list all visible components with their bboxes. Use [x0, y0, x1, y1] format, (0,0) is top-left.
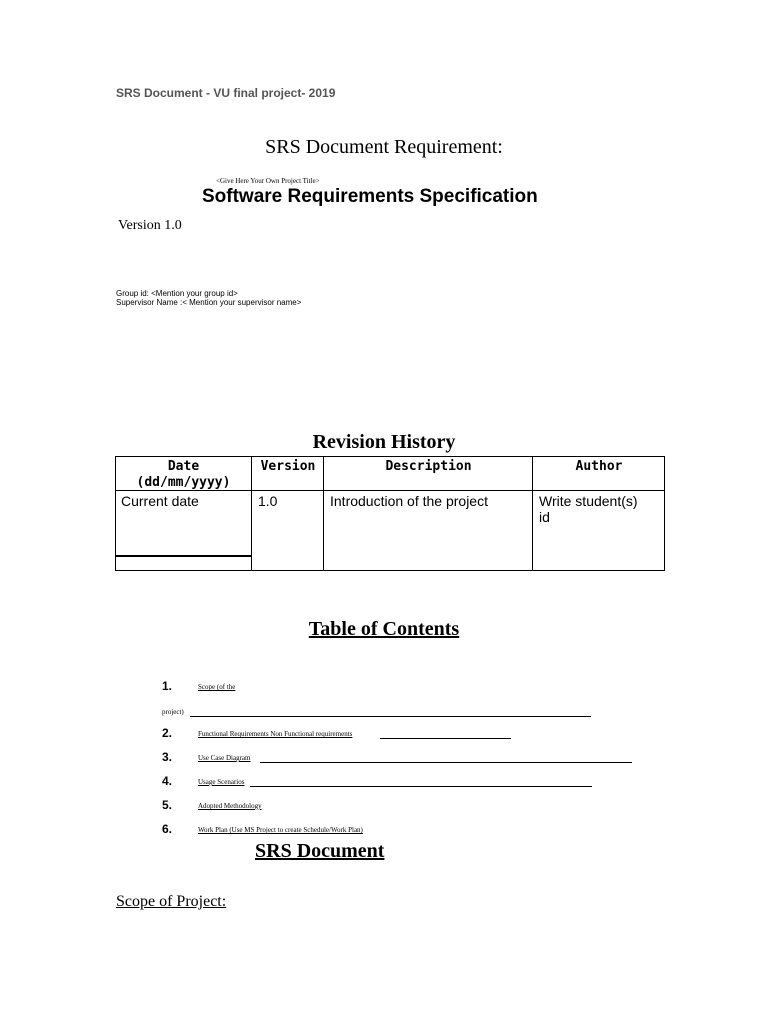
table-header-date: Date (dd/mm/yyyy): [136, 459, 231, 490]
table-header-author: Author: [575, 459, 623, 474]
table-header-description: Description: [385, 459, 472, 474]
table-cell-date: Current date: [121, 493, 199, 509]
toc-number: 4.: [162, 774, 173, 788]
toc-number: 2.: [162, 726, 173, 740]
table-cell-divider: [115, 555, 252, 557]
toc-leader-line: [250, 786, 592, 787]
scope-of-project-heading: Scope of Project:: [116, 893, 227, 910]
toc-number: 5.: [162, 798, 173, 812]
toc-number: 6.: [162, 822, 173, 836]
project-title-placeholder: <Give Here Your Own Project Title>: [216, 177, 320, 185]
toc-link-use-case[interactable]: Use Case Diagram: [198, 754, 251, 762]
group-id-line: Group id: <Mention your group id>: [116, 289, 238, 298]
table-header-version: Version: [260, 459, 316, 474]
srs-document-heading: SRS Document: [255, 840, 385, 862]
toc-number: 3.: [162, 750, 173, 764]
toc-link-scope-continued[interactable]: project): [162, 708, 184, 716]
version-label: Version 1.0: [118, 218, 182, 233]
revision-history-table: [115, 456, 665, 571]
toc-link-methodology[interactable]: Adopted Methodology: [198, 802, 262, 810]
table-cell-description: Introduction of the project: [330, 493, 488, 509]
toc-link-usage-scenarios[interactable]: Usage Scenarios: [198, 778, 245, 786]
revision-history-title: Revision History: [312, 431, 456, 453]
document-main-title: SRS Document Requirement:: [265, 136, 503, 158]
supervisor-line: Supervisor Name :< Mention your supervisor name>: [116, 298, 302, 307]
toc-leader-line: [260, 762, 632, 763]
table-cell-author: Write student(s) id: [539, 493, 638, 525]
toc-link-work-plan[interactable]: Work Plan (Use MS Project to create Schedule/Work Plan): [198, 826, 363, 834]
spec-title: Software Requirements Specification: [202, 186, 538, 207]
toc-link-scope[interactable]: Scope (of the: [198, 683, 236, 691]
toc-leader-line: [190, 716, 591, 717]
toc-number: 1.: [162, 679, 173, 693]
table-cell-version: 1.0: [258, 493, 278, 509]
toc-link-requirements[interactable]: Functional Requirements Non Functional requirements: [198, 730, 353, 738]
toc-title: Table of Contents: [308, 618, 460, 640]
toc-leader-line: [380, 738, 511, 739]
document-header: SRS Document - VU final project- 2019: [116, 86, 336, 100]
